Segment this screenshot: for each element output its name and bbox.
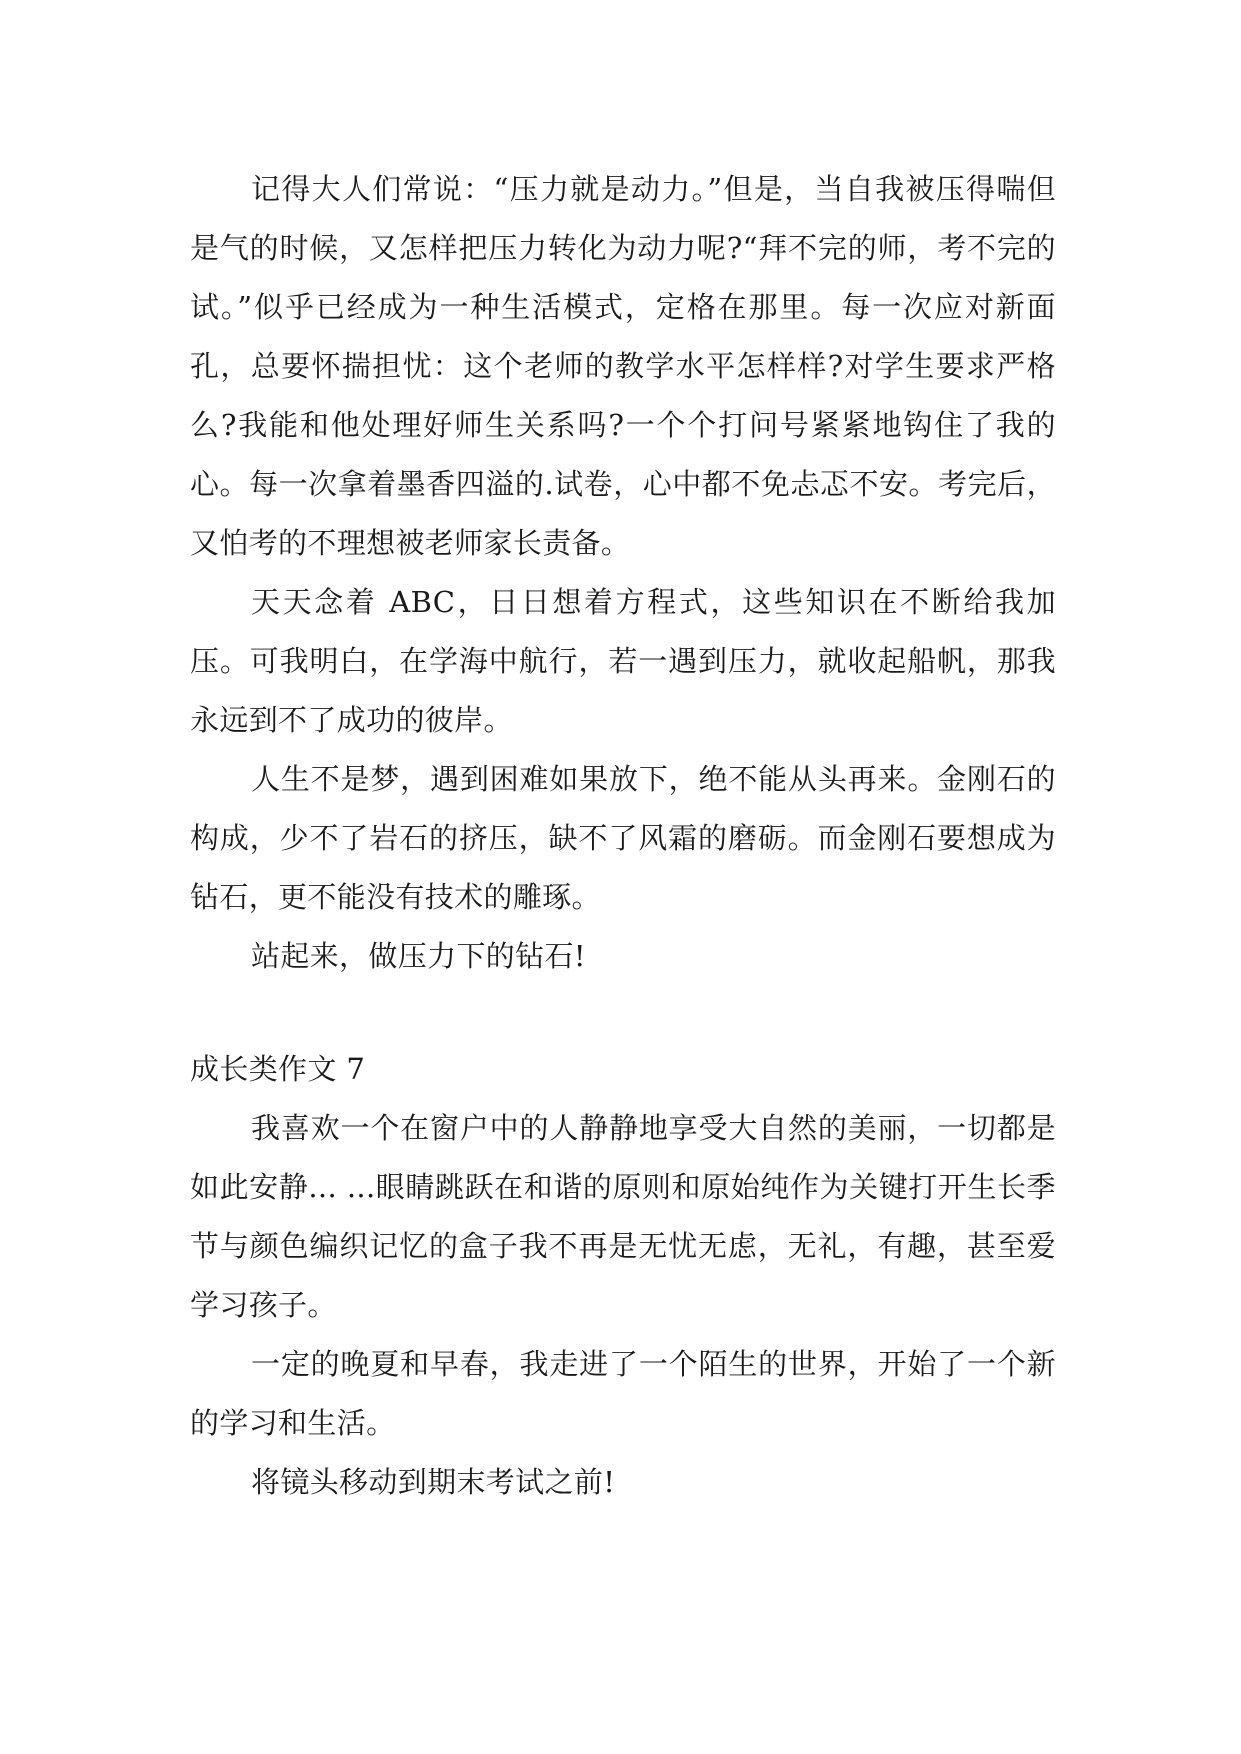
paragraph: 记得大人们常说：“压力就是动力。”但是，当自我被压得喘但是气的时候，又怎样把压力转化为动力呢?“拜不完的师，考不完的试。”似乎已经成为一种生活模式，定格在那里。每一次应对新面孔，总要怀揣担忧：这个老师的教学水平怎样样?对学生要求严格么?我能和他处理好师生关系吗?一个个打问号紧紧地钩住了我的心。每一次拿着墨香四溢的.试卷，心中都不免忐忑不安。考完后，又怕考的不理想被老师家长责备。	[190, 172, 1056, 560]
document-body	[190, 160, 1056, 1512]
paragraph: 站起来，做压力下的钻石!	[251, 939, 586, 973]
paragraph: 将镜头移动到期末考试之前!	[251, 1465, 616, 1499]
paragraph: 人生不是梦，遇到困难如果放下，绝不能从头再来。金刚石的构成，少不了岩石的挤压，缺不了风霜的磨砺。而金刚石要想成为钻石，更不能没有技术的雕琢。	[190, 762, 1056, 914]
section-heading: 成长类作文 7	[190, 1052, 366, 1086]
paragraph: 我喜欢一个在窗户中的人静静地享受大自然的美丽，一切都是如此安静... ...眼睛跳跃在和谐的原则和原始纯作为关键打开生长季节与颜色编织记忆的盒子我不再是无忧无虑，无礼，有趣，甚至爱学习孩子。	[190, 1111, 1056, 1322]
paragraph: 天天念着 ABC，日日想着方程式，这些知识在不断给我加压。可我明白，在学海中航行，若一遇到压力，就收起船帆，那我永远到不了成功的彼岸。	[190, 585, 1056, 737]
paragraph: 一定的晚夏和早春，我走进了一个陌生的世界，开始了一个新的学习和生活。	[190, 1347, 1056, 1440]
